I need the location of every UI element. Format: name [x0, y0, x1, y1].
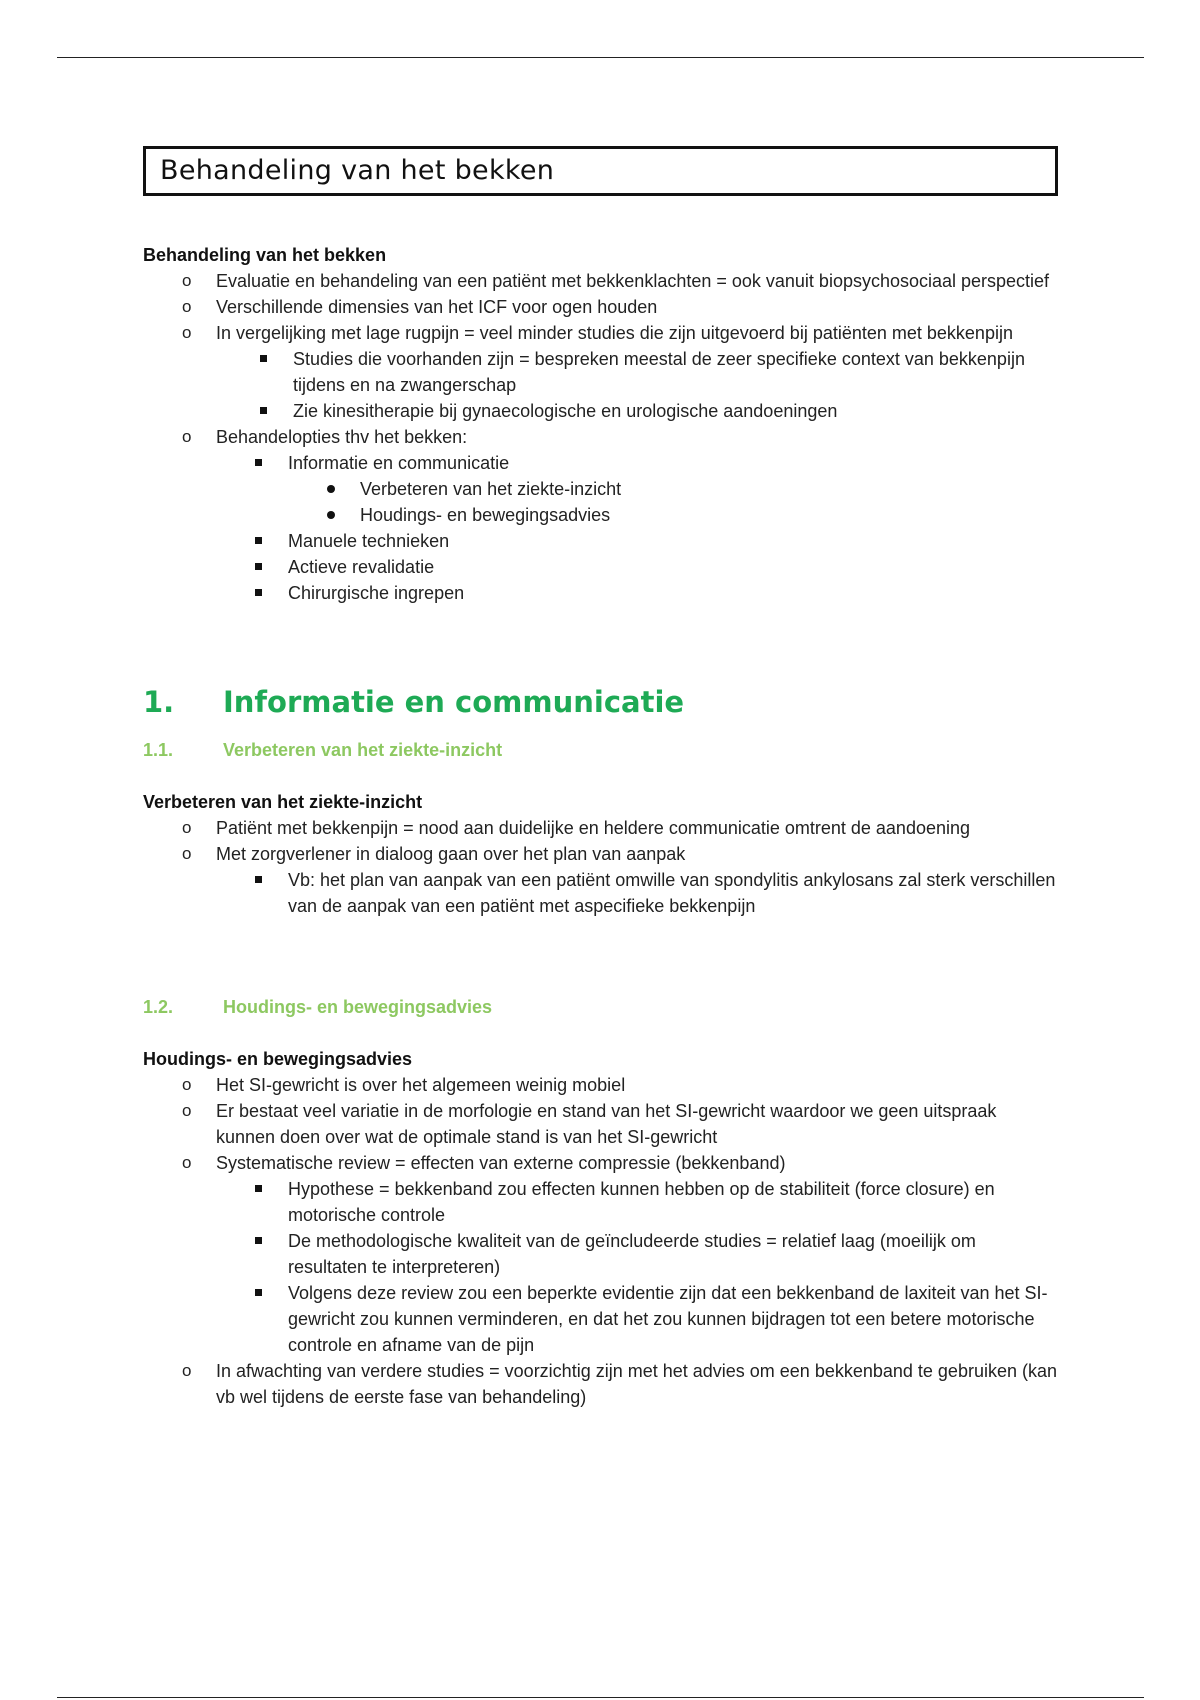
list-item: Chirurgische ingrepen: [143, 580, 1058, 606]
section-label: Verbeteren van het ziekte-inzicht: [143, 792, 423, 812]
square-bullet-icon: [260, 355, 267, 362]
square-bullet-icon: [255, 1185, 262, 1192]
list-item: Hypothese = bekkenband zou effecten kunnen hebben op de stabiliteit (force closure) en motorische controle: [143, 1176, 1058, 1228]
circle-bullet-icon: o: [182, 1075, 192, 1094]
heading-number: 1.2.: [143, 997, 174, 1017]
sub-sub-list: [143, 476, 1058, 528]
list-item: o In vergelijking met lage rugpijn = veel minder studies die zijn uitgevoerd bij patiënten met bekkenpijn Studies die voorhanden zijn = bespreken meestal de zeer specifieke context van bekkenpijn tijdens en na zwangerschap Zie kinesitherapie bij gynaecologische en urologische aandoeningen: [143, 320, 1058, 424]
list-item: o Patiënt met bekkenpijn = nood aan duidelijke en heldere communicatie omtrent de aandoening: [143, 815, 1058, 841]
heading-text: Informatie en communicatie: [223, 685, 685, 719]
footer-rule: [57, 1697, 1144, 1698]
list-item: De methodologische kwaliteit van de geïncludeerde studies = relatief laag (moeilijk om resultaten te interpreteren): [143, 1228, 1058, 1280]
list-item: o Er bestaat veel variatie in de morfologie en stand van het SI-gewricht waardoor we geen uitspraak kunnen doen over wat de optimale stand is van het SI-gewricht: [143, 1098, 1058, 1150]
heading-1-2: [143, 995, 1058, 1019]
bullet-list: [143, 1072, 1058, 1410]
circle-bullet-icon: o: [182, 1153, 192, 1172]
heading-text: Houdings- en bewegingsadvies: [223, 997, 493, 1017]
section-label: Houdings- en bewegingsadvies: [143, 1049, 413, 1069]
list-item: Vb: het plan van aanpak van een patiënt omwille van spondylitis ankylosans zal sterk verschillen van de aanpak van een patiënt met aspecifieke bekkenpijn: [143, 867, 1058, 919]
heading-number: 1.: [143, 685, 175, 719]
square-bullet-icon: [255, 563, 262, 570]
circle-bullet-icon: o: [182, 844, 192, 863]
bullet-list: [143, 815, 1058, 919]
dot-bullet-icon: [327, 511, 335, 519]
section-label: Behandeling van het bekken: [143, 245, 387, 265]
square-bullet-icon: [255, 589, 262, 596]
list-item: o In afwachting van verdere studies = voorzichtig zijn met het advies om een bekkenband te gebruiken (kan vb wel tijdens de eerste fase van behandeling): [143, 1358, 1058, 1410]
document-body: [143, 146, 1058, 1410]
header-rule: [57, 57, 1144, 58]
list-item: o Met zorgverlener in dialoog gaan over het plan van aanpak Vb: het plan van aanpak van een patiënt omwille van spondylitis ankylosans zal sterk verschillen van de aanpak van een patiënt met aspecifieke bekkenpijn: [143, 841, 1058, 919]
list-item: o Evaluatie en behandeling van een patiënt met bekkenklachten = ook vanuit biopsychosociaal perspectief: [143, 268, 1058, 294]
list-item: Actieve revalidatie: [143, 554, 1058, 580]
square-bullet-icon: [255, 537, 262, 544]
circle-bullet-icon: o: [182, 297, 192, 316]
list-item: Volgens deze review zou een beperkte evidentie zijn dat een bekkenband de laxiteit van het SI-gewricht zou kunnen verminderen, en dat het zou kunnen bijdragen tot een betere motorische controle en afname van de pijn: [143, 1280, 1058, 1358]
list-item: Manuele technieken: [143, 528, 1058, 554]
sub-list: [143, 867, 1058, 919]
circle-bullet-icon: o: [182, 1101, 192, 1120]
list-item: Informatie en communicatie Verbeteren van het ziekte-inzicht Houdings- en bewegingsadvies: [143, 450, 1058, 528]
circle-bullet-icon: o: [182, 1361, 192, 1380]
circle-bullet-icon: o: [182, 323, 192, 342]
square-bullet-icon: [255, 876, 262, 883]
sub-list: [143, 1176, 1058, 1358]
heading-text: Verbeteren van het ziekte-inzicht: [223, 740, 503, 760]
dot-bullet-icon: [327, 485, 335, 493]
list-item: Houdings- en bewegingsadvies: [143, 502, 1058, 528]
heading-1-1: [143, 738, 1058, 762]
heading-1: [143, 684, 1058, 720]
square-bullet-icon: [260, 407, 267, 414]
circle-bullet-icon: o: [182, 818, 192, 837]
bullet-list: [143, 268, 1058, 606]
circle-bullet-icon: o: [182, 271, 192, 290]
square-bullet-icon: [255, 1237, 262, 1244]
list-item: Studies die voorhanden zijn = bespreken meestal de zeer specifieke context van bekkenpijn tijdens en na zwangerschap: [143, 346, 1058, 398]
list-item: o Het SI-gewricht is over het algemeen weinig mobiel: [143, 1072, 1058, 1098]
heading-number: 1.1.: [143, 740, 174, 760]
square-bullet-icon: [255, 459, 262, 466]
list-item: o Behandelopties thv het bekken: Informatie en communicatie Verbeteren van het ziekte-inzicht Houdings- en bewegingsadvies Manuele technieken Actieve revalidatie Chirurgische ingrepen: [143, 424, 1058, 606]
list-item: o Systematische review = effecten van externe compressie (bekkenband) Hypothese = bekkenband zou effecten kunnen hebben op de stabiliteit (force closure) en motorische controle De methodologische kwaliteit van de geïncludeerde studies = relatief laag (moeilijk om resultaten te interpreteren) Volgens deze review zou een beperkte evidentie zijn dat een bekkenband de laxiteit van het SI-gewricht zou kunnen verminderen, en dat het zou kunnen bijdragen tot een betere motorische controle en afname van de pijn: [143, 1150, 1058, 1358]
circle-bullet-icon: o: [182, 427, 192, 446]
list-item: Verbeteren van het ziekte-inzicht: [143, 476, 1058, 502]
title-box: Behandeling van het bekken: [143, 146, 1058, 196]
list-item: o Verschillende dimensies van het ICF voor ogen houden: [143, 294, 1058, 320]
list-item: Zie kinesitherapie bij gynaecologische en urologische aandoeningen: [143, 398, 1058, 424]
square-bullet-icon: [255, 1289, 262, 1296]
sub-list: [143, 346, 1058, 424]
sub-list: [143, 450, 1058, 606]
